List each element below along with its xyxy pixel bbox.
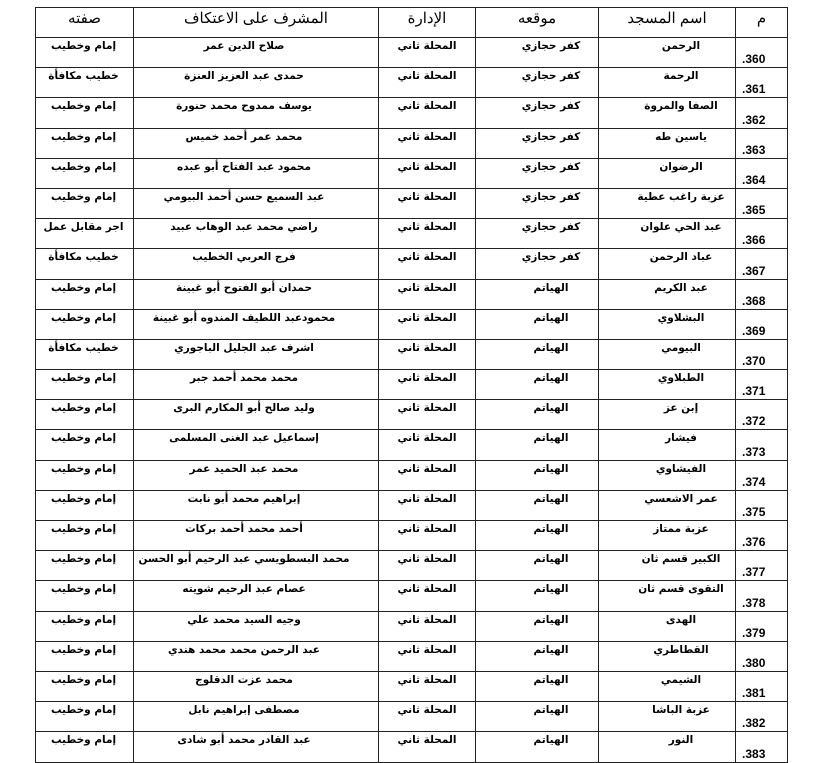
administration-cell: المحلة ثاني	[379, 581, 476, 611]
row-number: 364.	[736, 158, 788, 188]
mosque-name-cell: الرحمة	[599, 68, 736, 98]
table-row	[36, 339, 788, 369]
supervisor-cell: محمودعبد اللطيف المندوه أبو غبينة	[134, 309, 379, 339]
header-administration: الإدارة	[379, 8, 476, 38]
table-row	[36, 128, 788, 158]
row-number: 382.	[736, 702, 788, 732]
supervisor-cell: وليد صالح أبو المكارم البرى	[134, 400, 379, 430]
row-number: 363.	[736, 128, 788, 158]
administration-cell: المحلة ثاني	[379, 460, 476, 490]
mosque-name-cell: الكبير قسم ثان	[599, 551, 736, 581]
role-cell: إمام وخطيب	[36, 309, 134, 339]
table-body	[36, 38, 788, 763]
location-cell: الهياتم	[476, 581, 599, 611]
table-row	[36, 581, 788, 611]
table-row	[36, 551, 788, 581]
role-cell: إمام وخطيب	[36, 490, 134, 520]
administration-cell: المحلة ثاني	[379, 188, 476, 218]
role-cell: إمام وخطيب	[36, 551, 134, 581]
table-row	[36, 279, 788, 309]
row-number: 360.	[736, 38, 788, 68]
supervisor-cell: حمدان أبو الفتوح أبو غبينة	[134, 279, 379, 309]
mosque-name-cell: القطاطري	[599, 641, 736, 671]
supervisor-cell: فرج العربي الخطيب	[134, 249, 379, 279]
table-row	[36, 521, 788, 551]
administration-cell: المحلة ثاني	[379, 732, 476, 762]
mosque-name-cell: الصفا والمروة	[599, 98, 736, 128]
table-row	[36, 219, 788, 249]
mosque-name-cell: إبن عز	[599, 400, 736, 430]
row-number: 383.	[736, 732, 788, 762]
administration-cell: المحلة ثاني	[379, 702, 476, 732]
administration-cell: المحلة ثاني	[379, 279, 476, 309]
supervisor-cell: حمدى عبد العزيز العنزة	[134, 68, 379, 98]
supervisor-cell: اشرف عبد الجليل الباجوري	[134, 339, 379, 369]
administration-cell: المحلة ثاني	[379, 249, 476, 279]
supervisor-cell: يوسف ممدوح محمد حنورة	[134, 98, 379, 128]
supervisor-cell: صلاح الدين عمر	[134, 38, 379, 68]
role-cell: اجر مقابل عمل	[36, 219, 134, 249]
supervisor-cell: أحمد محمد أحمد بركات	[134, 521, 379, 551]
header-location: موقعه	[476, 8, 599, 38]
row-number: 361.	[736, 68, 788, 98]
administration-cell: المحلة ثاني	[379, 370, 476, 400]
role-cell: إمام وخطيب	[36, 188, 134, 218]
row-number: 381.	[736, 671, 788, 701]
location-cell: الهياتم	[476, 551, 599, 581]
table-row	[36, 249, 788, 279]
location-cell: الهياتم	[476, 490, 599, 520]
location-cell: الهياتم	[476, 641, 599, 671]
location-cell: كفر حجازي	[476, 128, 599, 158]
role-cell: إمام وخطيب	[36, 460, 134, 490]
role-cell: إمام وخطيب	[36, 400, 134, 430]
administration-cell: المحلة ثاني	[379, 611, 476, 641]
row-number: 374.	[736, 460, 788, 490]
supervisor-cell: عصام عبد الرحيم شويته	[134, 581, 379, 611]
location-cell: الهياتم	[476, 370, 599, 400]
header-supervisor: المشرف على الاعتكاف	[134, 8, 379, 38]
location-cell: كفر حجازي	[476, 158, 599, 188]
header-row	[36, 8, 788, 38]
administration-cell: المحلة ثاني	[379, 128, 476, 158]
administration-cell: المحلة ثاني	[379, 671, 476, 701]
table-row	[36, 38, 788, 68]
table-row	[36, 158, 788, 188]
location-cell: كفر حجازي	[476, 68, 599, 98]
supervisor-cell: عبد السميع حسن أحمد البيومي	[134, 188, 379, 218]
location-cell: الهياتم	[476, 400, 599, 430]
table-header	[36, 8, 788, 38]
table-row	[36, 611, 788, 641]
role-cell: خطيب مكافأة	[36, 339, 134, 369]
header-num: م	[736, 8, 788, 38]
mosque-name-cell: فيشار	[599, 430, 736, 460]
row-number: 369.	[736, 309, 788, 339]
location-cell: الهياتم	[476, 279, 599, 309]
row-number: 377.	[736, 551, 788, 581]
supervisor-cell: محمد البسطويسي عبد الرحيم أبو الحسن	[134, 551, 379, 581]
mosque-name-cell: الطبلاوي	[599, 370, 736, 400]
location-cell: الهياتم	[476, 732, 599, 762]
location-cell: الهياتم	[476, 460, 599, 490]
table-row	[36, 188, 788, 218]
row-number: 380.	[736, 641, 788, 671]
row-number: 370.	[736, 339, 788, 369]
location-cell: كفر حجازي	[476, 38, 599, 68]
mosque-name-cell: عزبة الباشا	[599, 702, 736, 732]
supervisor-cell: راضي محمد عبد الوهاب عبيد	[134, 219, 379, 249]
row-number: 371.	[736, 370, 788, 400]
row-number: 379.	[736, 611, 788, 641]
administration-cell: المحلة ثاني	[379, 98, 476, 128]
mosque-name-cell: النور	[599, 732, 736, 762]
location-cell: كفر حجازي	[476, 249, 599, 279]
mosque-itikaf-table	[35, 7, 788, 763]
row-number: 362.	[736, 98, 788, 128]
header-mosque-name: اسم المسجد	[599, 8, 736, 38]
role-cell: إمام وخطيب	[36, 732, 134, 762]
table-row	[36, 98, 788, 128]
supervisor-cell: إسماعيل عبد الغنى المسلمى	[134, 430, 379, 460]
role-cell: إمام وخطيب	[36, 98, 134, 128]
supervisor-cell: محمود عبد الفتاح أبو عبده	[134, 158, 379, 188]
table-row	[36, 460, 788, 490]
administration-cell: المحلة ثاني	[379, 68, 476, 98]
supervisor-cell: محمد عمر أحمد خميس	[134, 128, 379, 158]
location-cell: كفر حجازي	[476, 98, 599, 128]
mosque-name-cell: ياسين طه	[599, 128, 736, 158]
role-cell: إمام وخطيب	[36, 521, 134, 551]
role-cell: إمام وخطيب	[36, 38, 134, 68]
location-cell: الهياتم	[476, 521, 599, 551]
row-number: 378.	[736, 581, 788, 611]
row-number: 375.	[736, 490, 788, 520]
mosque-name-cell: عبد الحي علوان	[599, 219, 736, 249]
table-row	[36, 370, 788, 400]
supervisor-cell: وجيه السيد محمد علي	[134, 611, 379, 641]
role-cell: إمام وخطيب	[36, 370, 134, 400]
role-cell: إمام وخطيب	[36, 158, 134, 188]
role-cell: إمام وخطيب	[36, 671, 134, 701]
role-cell: إمام وخطيب	[36, 581, 134, 611]
row-number: 367.	[736, 249, 788, 279]
table-row	[36, 671, 788, 701]
role-cell: إمام وخطيب	[36, 128, 134, 158]
mosque-name-cell: عزبة راغب عطية	[599, 188, 736, 218]
row-number: 372.	[736, 400, 788, 430]
mosque-name-cell: الفيشاوي	[599, 460, 736, 490]
supervisor-cell: عبد القادر محمد أبو شادى	[134, 732, 379, 762]
location-cell: الهياتم	[476, 339, 599, 369]
supervisor-cell: محمد عبد الحميد عمر	[134, 460, 379, 490]
role-cell: إمام وخطيب	[36, 641, 134, 671]
supervisor-cell: إبراهيم محمد أبو نابت	[134, 490, 379, 520]
administration-cell: المحلة ثاني	[379, 551, 476, 581]
mosque-name-cell: عبد الكريم	[599, 279, 736, 309]
supervisor-cell: مصطفى إبراهيم نابل	[134, 702, 379, 732]
table-row	[36, 732, 788, 762]
administration-cell: المحلة ثاني	[379, 158, 476, 188]
mosque-itikaf-table-sheet	[35, 7, 787, 763]
row-number: 373.	[736, 430, 788, 460]
administration-cell: المحلة ثاني	[379, 400, 476, 430]
mosque-name-cell: عباد الرحمن	[599, 249, 736, 279]
location-cell: الهياتم	[476, 702, 599, 732]
role-cell: خطيب مكافأة	[36, 249, 134, 279]
mosque-name-cell: عمر الاشعسي	[599, 490, 736, 520]
administration-cell: المحلة ثاني	[379, 38, 476, 68]
location-cell: الهياتم	[476, 671, 599, 701]
mosque-name-cell: البشلاوي	[599, 309, 736, 339]
administration-cell: المحلة ثاني	[379, 309, 476, 339]
mosque-name-cell: البيومي	[599, 339, 736, 369]
location-cell: الهياتم	[476, 611, 599, 641]
table-row	[36, 309, 788, 339]
row-number: 365.	[736, 188, 788, 218]
row-number: 366.	[736, 219, 788, 249]
table-row	[36, 702, 788, 732]
mosque-name-cell: التقوى قسم ثان	[599, 581, 736, 611]
mosque-name-cell: الهدى	[599, 611, 736, 641]
table-row	[36, 490, 788, 520]
administration-cell: المحلة ثاني	[379, 521, 476, 551]
administration-cell: المحلة ثاني	[379, 339, 476, 369]
role-cell: إمام وخطيب	[36, 611, 134, 641]
supervisor-cell: محمد عزت الدقلوج	[134, 671, 379, 701]
administration-cell: المحلة ثاني	[379, 641, 476, 671]
role-cell: إمام وخطيب	[36, 702, 134, 732]
administration-cell: المحلة ثاني	[379, 219, 476, 249]
administration-cell: المحلة ثاني	[379, 490, 476, 520]
location-cell: الهياتم	[476, 309, 599, 339]
role-cell: خطيب مكافأة	[36, 68, 134, 98]
location-cell: كفر حجازي	[476, 188, 599, 218]
role-cell: إمام وخطيب	[36, 279, 134, 309]
supervisor-cell: عبد الرحمن محمد محمد هندي	[134, 641, 379, 671]
table-row	[36, 641, 788, 671]
supervisor-cell: محمد محمد أحمد جبر	[134, 370, 379, 400]
table-row	[36, 430, 788, 460]
mosque-name-cell: الرحمن	[599, 38, 736, 68]
location-cell: الهياتم	[476, 430, 599, 460]
location-cell: كفر حجازي	[476, 219, 599, 249]
administration-cell: المحلة ثاني	[379, 430, 476, 460]
mosque-name-cell: عزبة ممتاز	[599, 521, 736, 551]
row-number: 376.	[736, 521, 788, 551]
header-role: صفته	[36, 8, 134, 38]
table-row	[36, 68, 788, 98]
role-cell: إمام وخطيب	[36, 430, 134, 460]
mosque-name-cell: الشيمي	[599, 671, 736, 701]
row-number: 368.	[736, 279, 788, 309]
mosque-name-cell: الرضوان	[599, 158, 736, 188]
table-row	[36, 400, 788, 430]
